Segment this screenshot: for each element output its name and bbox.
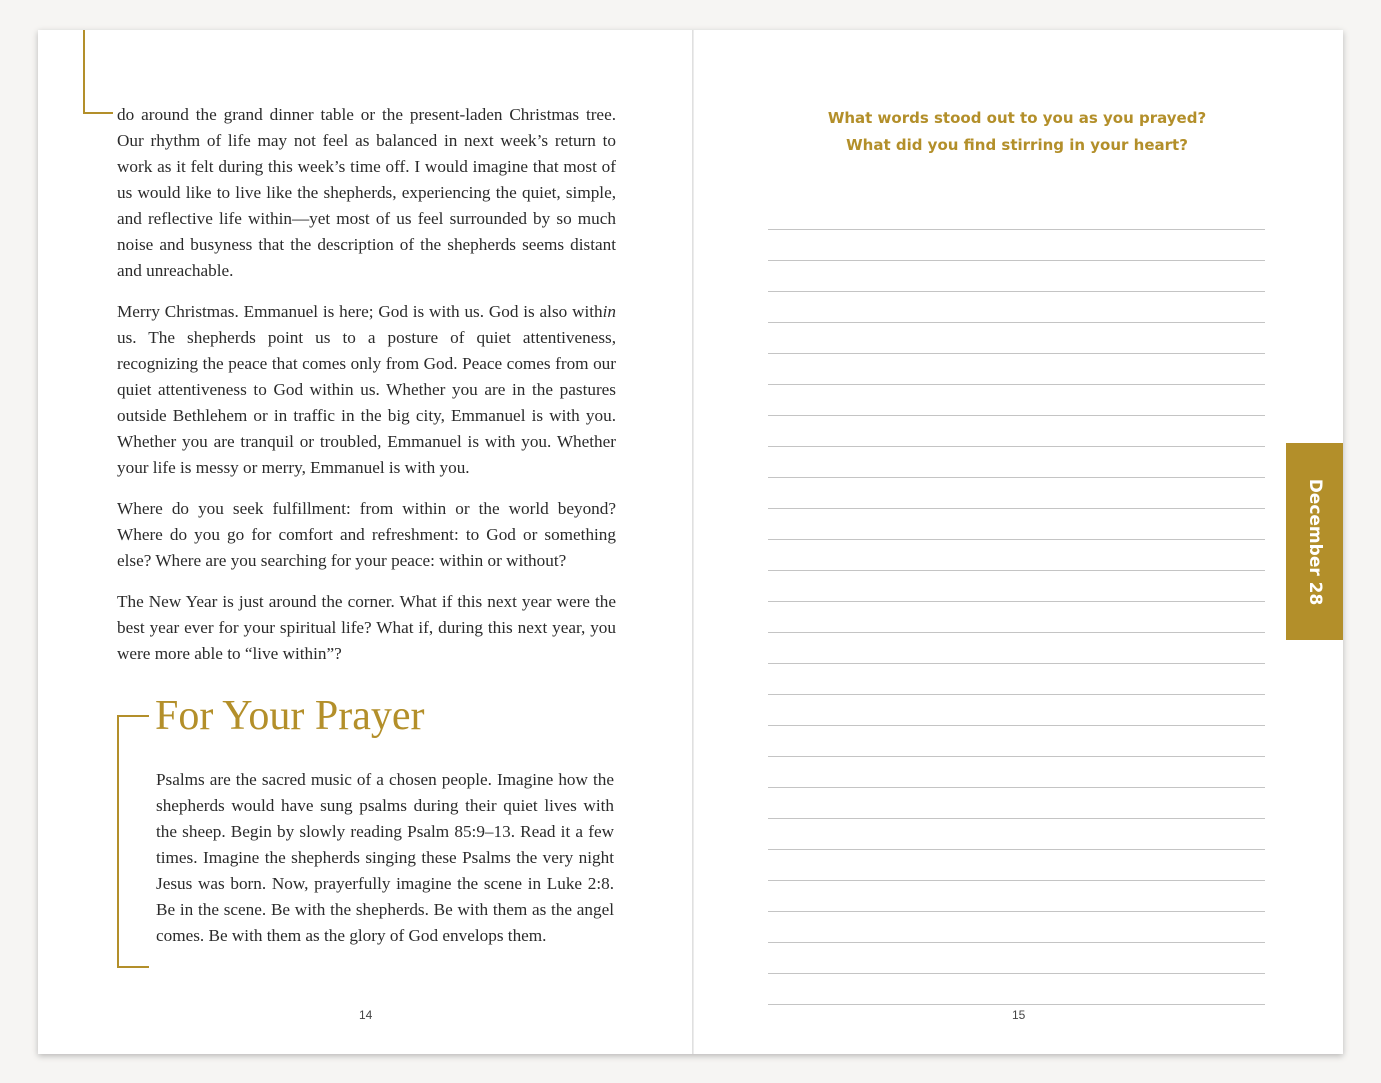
writing-line[interactable]	[768, 695, 1265, 726]
page-number-right: 15	[1012, 1008, 1026, 1022]
writing-line[interactable]	[768, 912, 1265, 943]
writing-line[interactable]	[768, 943, 1265, 974]
writing-line[interactable]	[768, 385, 1265, 416]
paragraph-1: do around the grand dinner table or the present-laden Christmas tree. Our rhythm of life may not feel as balanced in next week’s return to work as it felt during this week’s time off. I would imagine that most of us would like to live like the shepherds, experiencing the quiet, simple, and reflective life within—yet most of us feel surrounded by so much noise and busyness that the description of the shepherds seems distant and unreachable.	[117, 105, 616, 280]
book-spread	[38, 30, 1343, 1054]
page-number-left: 14	[359, 1008, 373, 1022]
writing-line[interactable]	[768, 230, 1265, 261]
left-page	[38, 30, 692, 1054]
writing-line[interactable]	[768, 881, 1265, 912]
writing-line[interactable]	[768, 416, 1265, 447]
writing-line[interactable]	[768, 757, 1265, 788]
paragraph-4: The New Year is just around the corner. What if this next year were the best year ever for your spiritual life? What if, during this next year, you were more able to “live within”?	[117, 592, 616, 663]
paragraph-2: Merry Christmas. Emmanuel is here; God is with us. God is also within us. The shepherds point us to a posture of quiet attentiveness, recognizing the peace that comes only from God. Peace comes from our quiet attentiveness to God within us. Whether you are in the pastures outside Bethlehem or in traffic in the big city, Emmanuel is with you. Whether you are tranquil or troubled, Emmanuel is with you. Whether your life is messy or merry, Emmanuel is with you.	[117, 302, 616, 477]
writing-line[interactable]	[768, 509, 1265, 540]
writing-line[interactable]	[768, 664, 1265, 695]
prayer-text: Psalms are the sacred music of a chosen people. Imagine how the shepherds would have sung psalms during their quiet lives with the sheep. Begin by slowly reading Psalm 85:9–13. Read it a few times. Imagine the shepherds singing these Psalms the very night Jesus was born. Now, prayerfully imagine the scene in Luke 2:8. Be in the scene. Be with the shepherds. Be with them as the angel comes. Be with them as the glory of God envelops them.	[156, 770, 614, 945]
writing-line[interactable]	[768, 633, 1265, 664]
prayer-heading: For Your Prayer	[155, 693, 425, 739]
top-bracket-ornament	[83, 30, 113, 114]
writing-line[interactable]	[768, 292, 1265, 323]
emphasis-text: in	[602, 302, 616, 321]
writing-line[interactable]	[768, 354, 1265, 385]
writing-line[interactable]	[768, 819, 1265, 850]
writing-line[interactable]	[768, 478, 1265, 509]
writing-line[interactable]	[768, 726, 1265, 757]
writing-line[interactable]	[768, 447, 1265, 478]
writing-line[interactable]	[768, 261, 1265, 292]
body-text	[117, 102, 616, 682]
writing-lines[interactable]	[768, 199, 1265, 1005]
prompt-line-1: What words stood out to you as you prayed?	[827, 109, 1207, 127]
prayer-bracket-ornament	[117, 715, 149, 968]
writing-line[interactable]	[768, 540, 1265, 571]
right-page	[694, 30, 1343, 1054]
date-tab	[1286, 443, 1343, 640]
date-tab-label: December 28	[1304, 478, 1325, 605]
writing-line[interactable]	[768, 323, 1265, 354]
reflection-prompt	[754, 105, 1280, 159]
writing-line[interactable]	[768, 788, 1265, 819]
writing-line[interactable]	[768, 850, 1265, 881]
writing-line[interactable]	[768, 571, 1265, 602]
writing-line[interactable]	[768, 602, 1265, 633]
writing-line[interactable]	[768, 974, 1265, 1005]
paragraph-3: Where do you seek fulfillment: from within or the world beyond? Where do you go for comfort and refreshment: to God or something else? Where are you searching for your peace: within or without?	[117, 499, 616, 570]
writing-line[interactable]	[768, 199, 1265, 230]
prompt-line-2: What did you find stirring in your heart?	[846, 136, 1188, 154]
